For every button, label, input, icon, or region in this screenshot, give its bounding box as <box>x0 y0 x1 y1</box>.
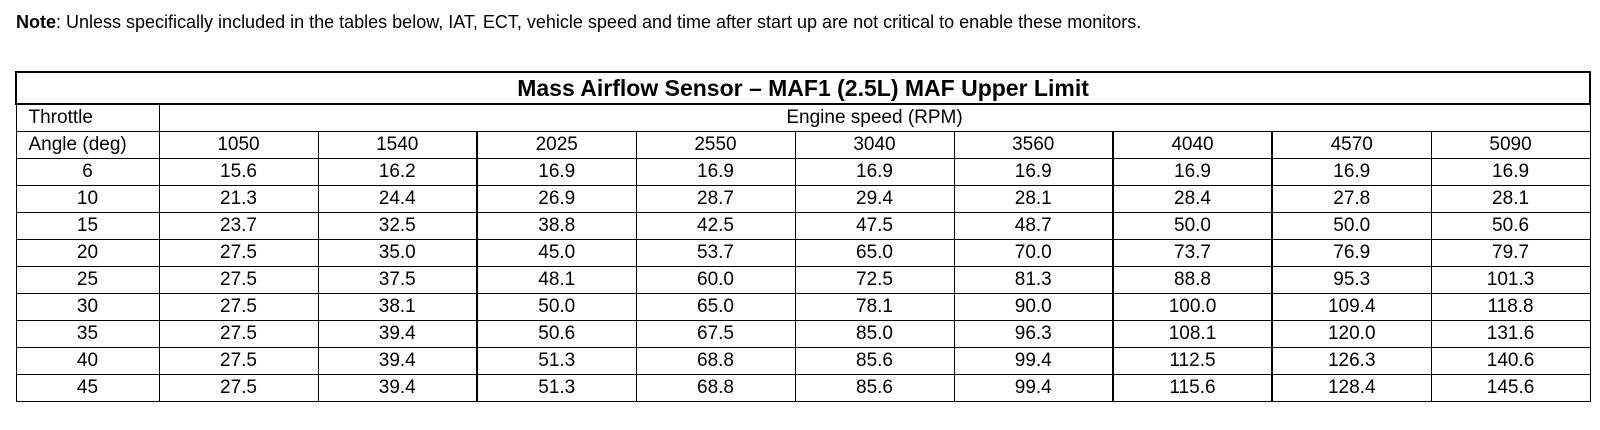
maf-value-cell: 39.4 <box>318 321 477 348</box>
maf-value-cell: 29.4 <box>795 186 954 213</box>
maf-value-cell: 108.1 <box>1113 321 1272 348</box>
maf-value-cell: 140.6 <box>1431 348 1590 375</box>
maf-value-cell: 85.6 <box>795 375 954 402</box>
maf-value-cell: 65.0 <box>795 240 954 267</box>
maf-value-cell: 68.8 <box>636 348 795 375</box>
note-text <box>16 12 1141 33</box>
maf-value-cell: 21.3 <box>159 186 318 213</box>
maf-value-cell: 126.3 <box>1272 348 1431 375</box>
maf-value-cell: 128.4 <box>1272 375 1431 402</box>
maf-value-cell: 76.9 <box>1272 240 1431 267</box>
maf-value-cell: 16.9 <box>1431 159 1590 186</box>
maf-value-cell: 88.8 <box>1113 267 1272 294</box>
maf-value-cell: 60.0 <box>636 267 795 294</box>
maf-value-cell: 115.6 <box>1113 375 1272 402</box>
throttle-angle-cell: 45 <box>16 375 159 402</box>
maf-value-cell: 50.6 <box>477 321 636 348</box>
maf-value-cell: 39.4 <box>318 348 477 375</box>
maf-value-cell: 16.9 <box>954 159 1113 186</box>
maf-value-cell: 32.5 <box>318 213 477 240</box>
maf-value-cell: 99.4 <box>954 348 1113 375</box>
rpm-header-cell: 5090 <box>1431 132 1590 159</box>
rpm-header-cell: 4040 <box>1113 132 1272 159</box>
maf-value-cell: 50.0 <box>1272 213 1431 240</box>
table-row <box>16 240 1590 267</box>
maf-value-cell: 118.8 <box>1431 294 1590 321</box>
maf-value-cell: 145.6 <box>1431 375 1590 402</box>
table-row <box>16 375 1590 402</box>
table-row <box>16 213 1590 240</box>
maf-value-cell: 38.1 <box>318 294 477 321</box>
maf-value-cell: 27.5 <box>159 240 318 267</box>
maf-value-cell: 101.3 <box>1431 267 1590 294</box>
maf-value-cell: 96.3 <box>954 321 1113 348</box>
table-row <box>16 294 1590 321</box>
row-axis-label-bottom: Angle (deg) <box>16 132 159 159</box>
maf-value-cell: 100.0 <box>1113 294 1272 321</box>
maf-value-cell: 78.1 <box>795 294 954 321</box>
maf-value-cell: 109.4 <box>1272 294 1431 321</box>
table-title-row <box>16 72 1590 104</box>
maf-value-cell: 50.6 <box>1431 213 1590 240</box>
maf-value-cell: 81.3 <box>954 267 1113 294</box>
table-body <box>16 72 1590 402</box>
rpm-header-cell: 3040 <box>795 132 954 159</box>
table-title: Mass Airflow Sensor – MAF1 (2.5L) MAF Upper Limit <box>16 72 1590 104</box>
maf-value-cell: 120.0 <box>1272 321 1431 348</box>
throttle-angle-cell: 35 <box>16 321 159 348</box>
maf-value-cell: 16.9 <box>1113 159 1272 186</box>
rpm-header-cell: 2550 <box>636 132 795 159</box>
rpm-header-cell: 4570 <box>1272 132 1431 159</box>
maf-value-cell: 51.3 <box>477 375 636 402</box>
maf-value-cell: 16.9 <box>1272 159 1431 186</box>
maf-value-cell: 72.5 <box>795 267 954 294</box>
maf-value-cell: 51.3 <box>477 348 636 375</box>
throttle-angle-cell: 6 <box>16 159 159 186</box>
maf-value-cell: 23.7 <box>159 213 318 240</box>
maf-value-cell: 28.1 <box>1431 186 1590 213</box>
maf-value-cell: 16.9 <box>477 159 636 186</box>
maf-upper-limit-table <box>15 71 1591 402</box>
maf-value-cell: 112.5 <box>1113 348 1272 375</box>
maf-value-cell: 39.4 <box>318 375 477 402</box>
row-axis-label-top: Throttle <box>16 104 159 132</box>
throttle-angle-cell: 15 <box>16 213 159 240</box>
maf-value-cell: 27.8 <box>1272 186 1431 213</box>
maf-value-cell: 35.0 <box>318 240 477 267</box>
note-label: Note <box>16 12 56 32</box>
maf-value-cell: 38.8 <box>477 213 636 240</box>
maf-value-cell: 73.7 <box>1113 240 1272 267</box>
maf-value-cell: 27.5 <box>159 375 318 402</box>
maf-value-cell: 15.6 <box>159 159 318 186</box>
maf-value-cell: 26.9 <box>477 186 636 213</box>
maf-value-cell: 50.0 <box>1113 213 1272 240</box>
maf-value-cell: 42.5 <box>636 213 795 240</box>
throttle-angle-cell: 10 <box>16 186 159 213</box>
maf-value-cell: 68.8 <box>636 375 795 402</box>
maf-value-cell: 28.7 <box>636 186 795 213</box>
throttle-angle-cell: 25 <box>16 267 159 294</box>
throttle-angle-cell: 40 <box>16 348 159 375</box>
maf-value-cell: 99.4 <box>954 375 1113 402</box>
maf-value-cell: 85.0 <box>795 321 954 348</box>
maf-value-cell: 90.0 <box>954 294 1113 321</box>
maf-value-cell: 131.6 <box>1431 321 1590 348</box>
maf-value-cell: 67.5 <box>636 321 795 348</box>
maf-value-cell: 79.7 <box>1431 240 1590 267</box>
maf-value-cell: 47.5 <box>795 213 954 240</box>
maf-value-cell: 45.0 <box>477 240 636 267</box>
rpm-header-cell: 2025 <box>477 132 636 159</box>
maf-value-cell: 24.4 <box>318 186 477 213</box>
maf-value-cell: 65.0 <box>636 294 795 321</box>
maf-value-cell: 48.7 <box>954 213 1113 240</box>
maf-value-cell: 27.5 <box>159 267 318 294</box>
maf-value-cell: 37.5 <box>318 267 477 294</box>
table-row <box>16 159 1590 186</box>
rpm-header-cell: 3560 <box>954 132 1113 159</box>
throttle-angle-cell: 30 <box>16 294 159 321</box>
maf-value-cell: 48.1 <box>477 267 636 294</box>
maf-value-cell: 16.9 <box>795 159 954 186</box>
maf-value-cell: 27.5 <box>159 294 318 321</box>
maf-value-cell: 85.6 <box>795 348 954 375</box>
note-body: : Unless specifically included in the tables below, IAT, ECT, vehicle speed and time after start up are not critical to enable these monitors. <box>56 12 1142 32</box>
maf-value-cell: 95.3 <box>1272 267 1431 294</box>
throttle-angle-cell: 20 <box>16 240 159 267</box>
column-axis-label: Engine speed (RPM) <box>159 104 1590 132</box>
table-row <box>16 348 1590 375</box>
maf-value-cell: 53.7 <box>636 240 795 267</box>
maf-value-cell: 28.4 <box>1113 186 1272 213</box>
maf-value-cell: 16.9 <box>636 159 795 186</box>
table-row <box>16 321 1590 348</box>
maf-value-cell: 27.5 <box>159 348 318 375</box>
maf-value-cell: 16.2 <box>318 159 477 186</box>
rpm-header-cell: 1050 <box>159 132 318 159</box>
table-row <box>16 267 1590 294</box>
table-row <box>16 186 1590 213</box>
rpm-header-row <box>16 132 1590 159</box>
maf-value-cell: 27.5 <box>159 321 318 348</box>
maf-value-cell: 50.0 <box>477 294 636 321</box>
maf-value-cell: 28.1 <box>954 186 1113 213</box>
maf-value-cell: 70.0 <box>954 240 1113 267</box>
rpm-header-cell: 1540 <box>318 132 477 159</box>
axis-header-row <box>16 104 1590 132</box>
